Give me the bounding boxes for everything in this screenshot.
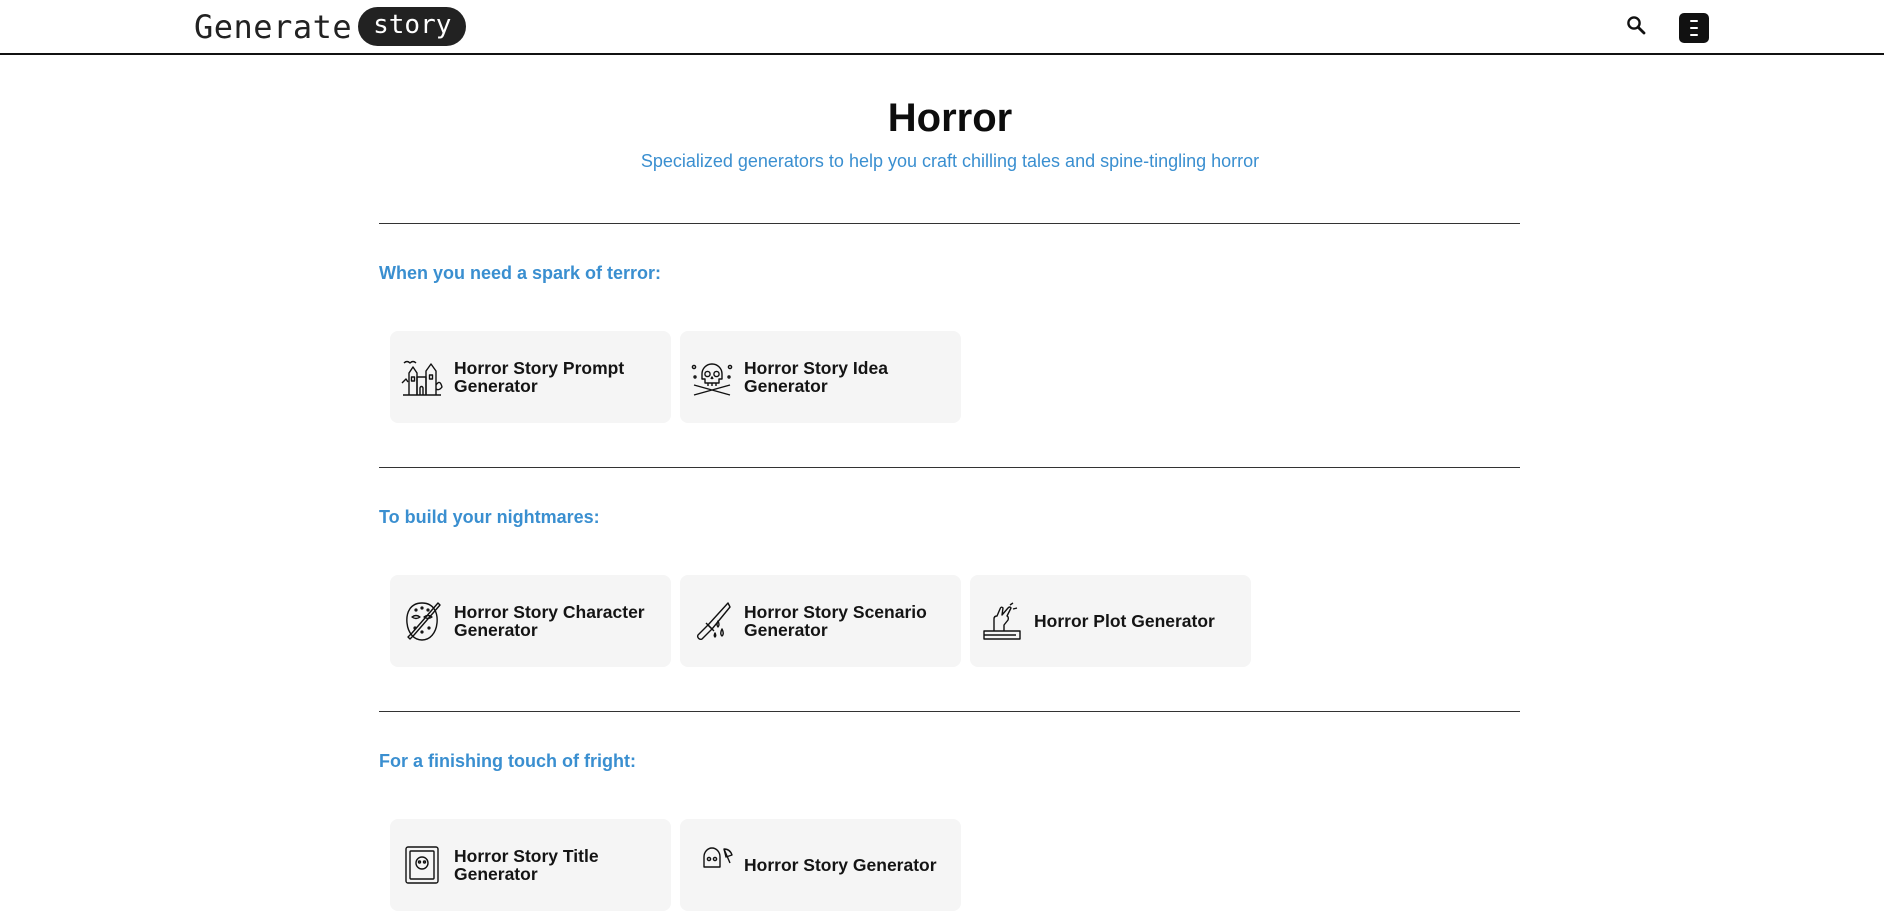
axe-killer-icon bbox=[690, 843, 734, 887]
section-divider bbox=[379, 467, 1520, 468]
logo-word: Generate bbox=[194, 7, 353, 46]
section-heading: When you need a spark of terror: bbox=[379, 263, 662, 283]
haunted-house-icon bbox=[400, 355, 444, 399]
card-label: Horror Story Scenario Generator bbox=[744, 602, 927, 640]
site-logo[interactable] bbox=[194, 7, 466, 46]
page-subtitle: Specialized generators to help you craft chilling tales and spine-tingling horror bbox=[640, 151, 1260, 171]
card-label: Horror Story Prompt Generator bbox=[454, 358, 625, 396]
card-horror-story-prompt-generator[interactable] bbox=[390, 331, 671, 423]
skull-crossbones-icon bbox=[690, 355, 734, 399]
top-navigation-bar bbox=[0, 0, 1884, 55]
section-heading: To build your nightmares: bbox=[379, 507, 600, 527]
section-divider bbox=[379, 223, 1520, 224]
page-title: Horror bbox=[887, 96, 1013, 140]
section-divider bbox=[379, 711, 1520, 712]
card-horror-story-character-generator[interactable] bbox=[390, 575, 671, 667]
card-horror-plot-generator[interactable] bbox=[970, 575, 1251, 667]
bloody-knife-icon bbox=[690, 599, 734, 643]
card-horror-story-idea-generator[interactable] bbox=[680, 331, 961, 423]
card-label: Horror Story Generator bbox=[744, 855, 937, 875]
card-label: Horror Plot Generator bbox=[1034, 611, 1215, 631]
card-label: Horror Story Character Generator bbox=[454, 602, 645, 640]
zombie-hand-book-icon bbox=[980, 599, 1024, 643]
cursed-portrait-icon bbox=[400, 843, 444, 887]
menu-icon[interactable] bbox=[1679, 13, 1709, 43]
card-horror-story-scenario-generator[interactable] bbox=[680, 575, 961, 667]
hockey-mask-icon bbox=[400, 599, 444, 643]
section-heading: For a finishing touch of fright: bbox=[379, 751, 636, 771]
card-horror-story-generator[interactable] bbox=[680, 819, 961, 911]
card-horror-story-title-generator[interactable] bbox=[390, 819, 671, 911]
logo-pill: story bbox=[358, 7, 466, 46]
search-icon[interactable] bbox=[1624, 13, 1648, 37]
card-label: Horror Story Idea Generator bbox=[744, 358, 888, 396]
card-label: Horror Story Title Generator bbox=[454, 846, 599, 884]
